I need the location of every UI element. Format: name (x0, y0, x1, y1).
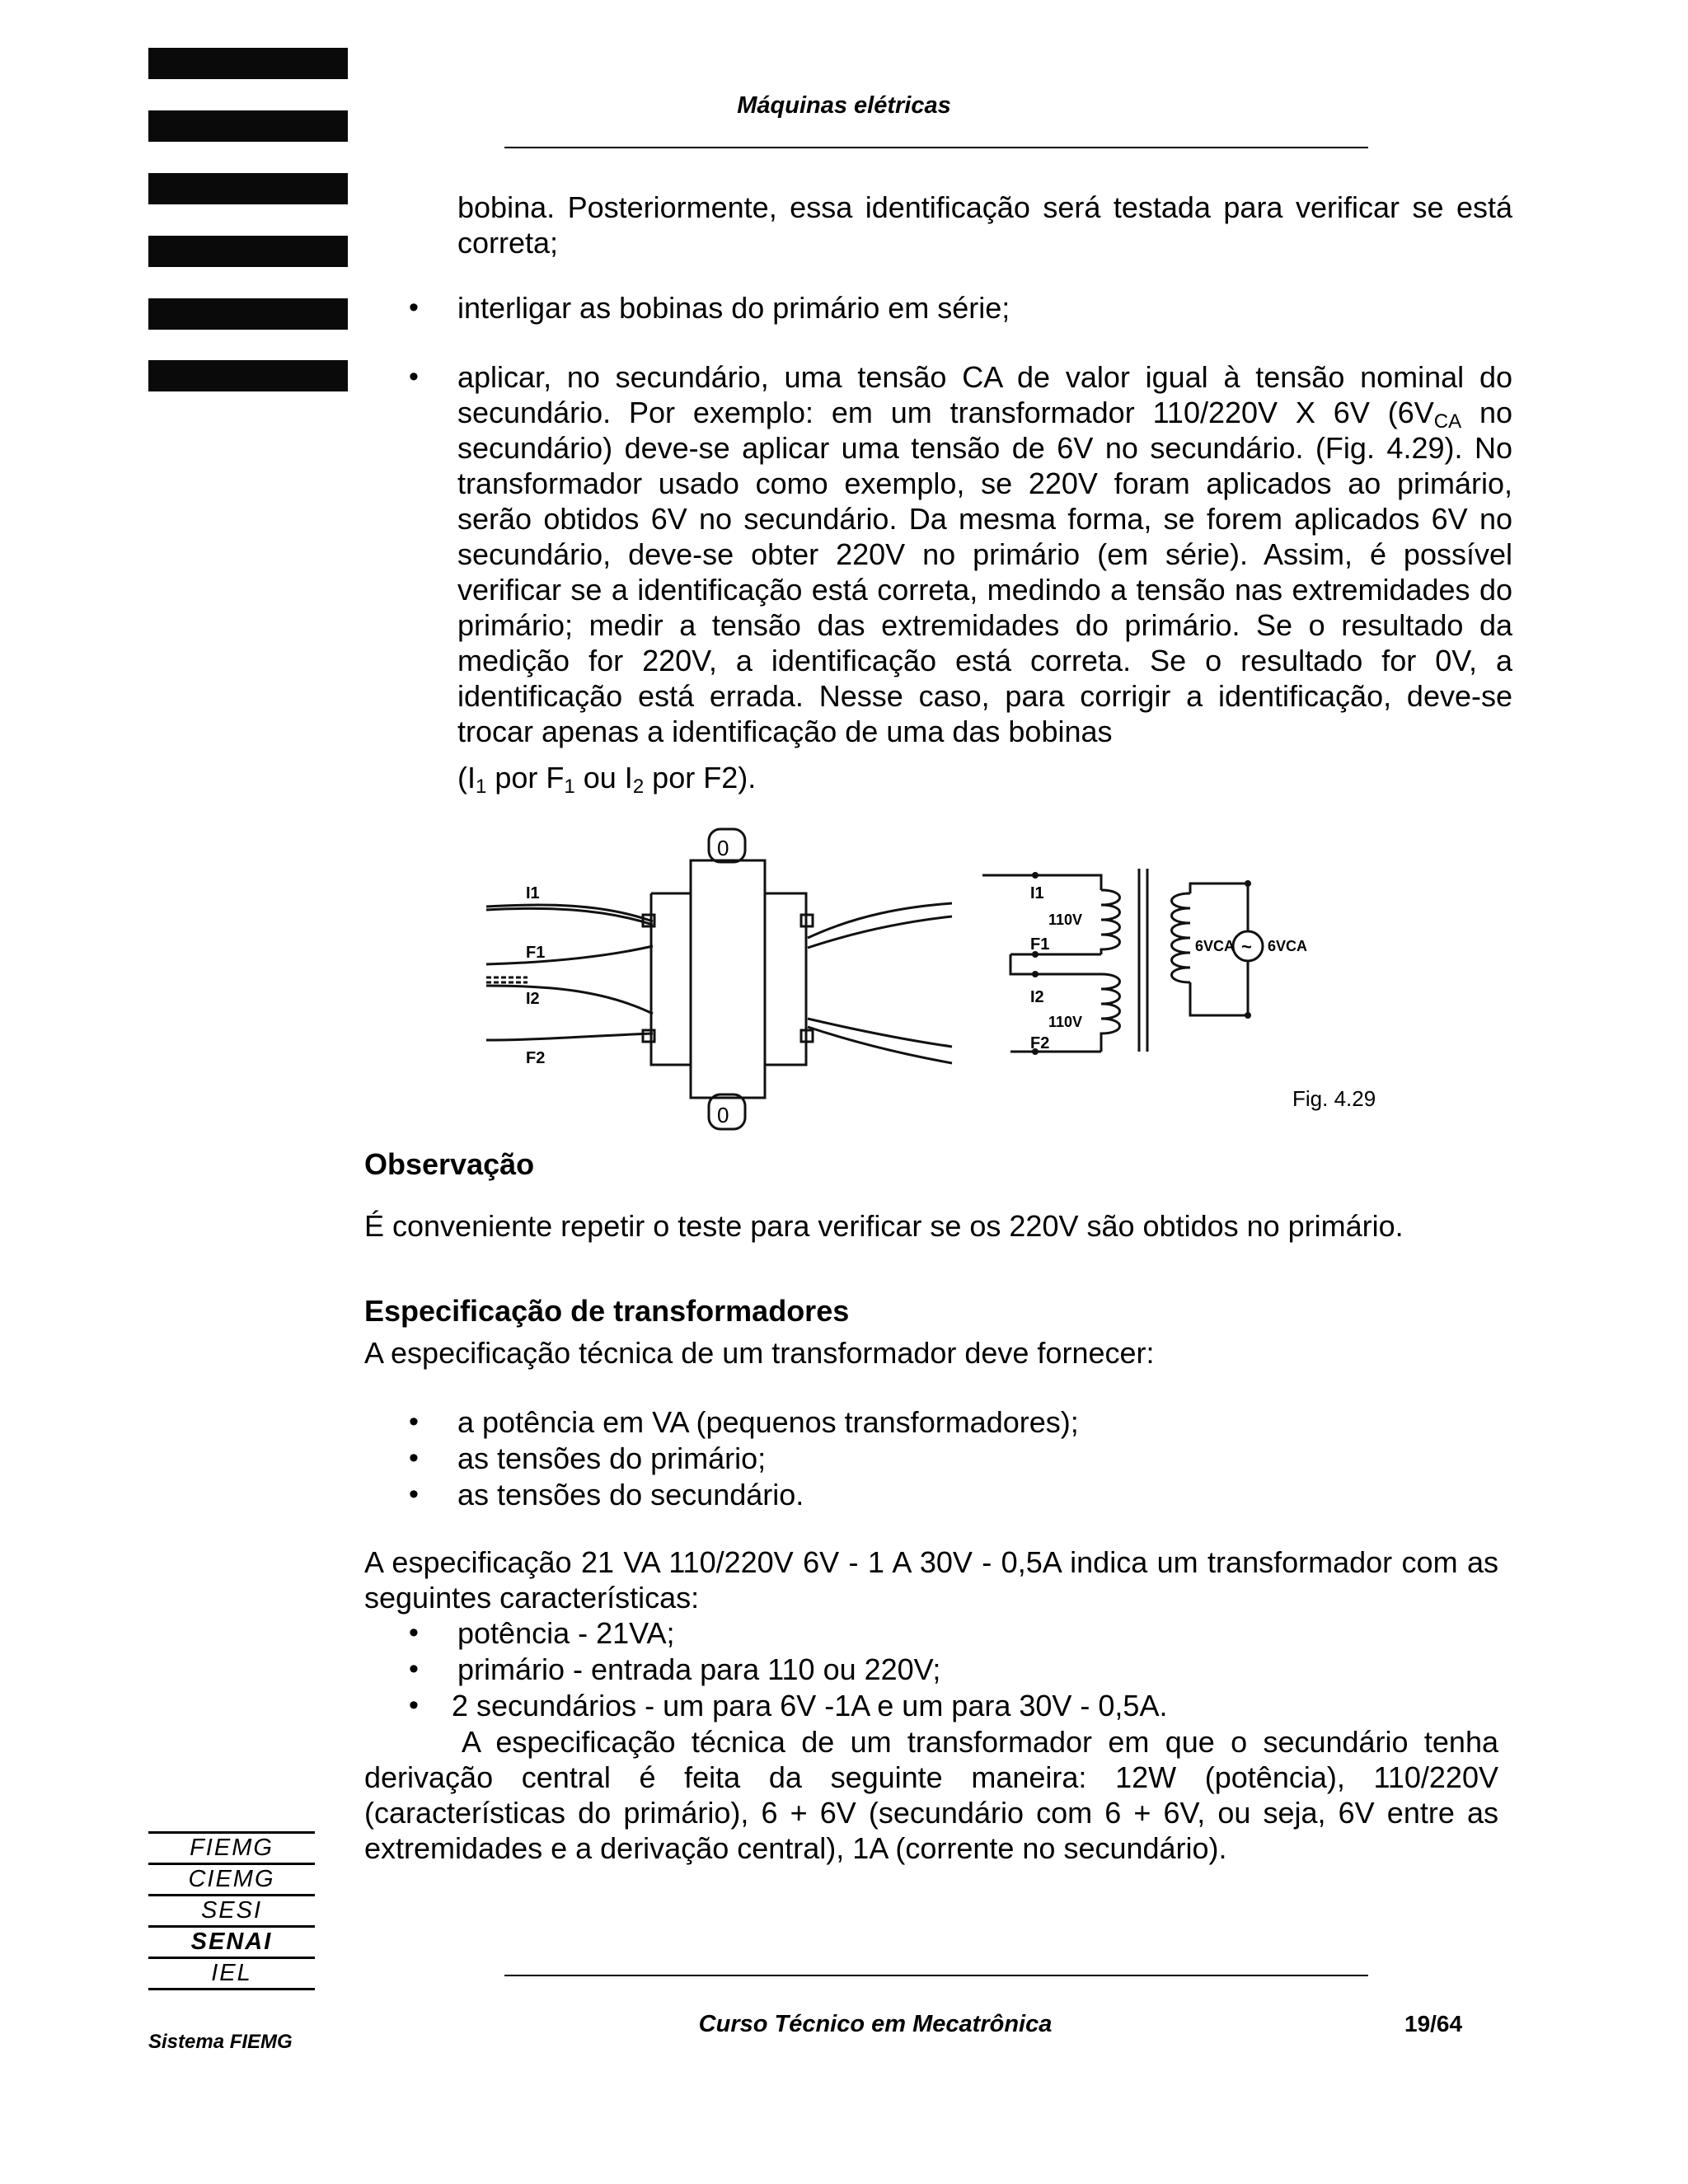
side-decor-bar-1 (148, 48, 348, 79)
logo-fiemg: FIEMG (190, 1835, 274, 1861)
mount-label-top: 0 (717, 836, 729, 860)
primary-wire-bridge (1010, 954, 1101, 974)
bullet-marker: • (409, 1690, 419, 1721)
logo-system-name: Sistema FIEMG (148, 2031, 293, 2053)
fiemg-logo (148, 1831, 315, 1990)
side-decor-bar-4 (148, 236, 348, 267)
schem-secondary-voltage: 6VCA (1195, 938, 1236, 954)
label-f2: F2 (526, 1049, 546, 1067)
list2-item: potência - 21VA; (457, 1616, 675, 1650)
label-i1: I1 (526, 884, 540, 902)
core-lines (1139, 869, 1147, 1052)
wire-f1 (486, 946, 653, 964)
logo-sesi: SESI (200, 1897, 263, 1924)
text-fragment: por F2). (644, 761, 757, 794)
primary-coil-bottom (1101, 974, 1120, 1052)
especificacao-final: A especificação técnica de um transformador em que o secundário tenha derivação central é feita da seguinte maneira: 12W (potência), 110/220V (características do primário), 6 + 6V (secundário com 6 + 6V, ou seja, 6V entre as extremidades e a derivação central), 1A (corrente no secundário). (364, 1725, 1498, 1865)
side-decor-bar-5 (148, 298, 348, 330)
schem-source-voltage: 6VCA (1268, 938, 1308, 954)
subscript: 2 (632, 776, 645, 798)
especificacao-example: A especificação 21 VA 110/220V 6V - 1 A 30V - 0,5A indica um transformador com as seguintes características: (364, 1545, 1498, 1615)
primary-coil-top (1101, 890, 1120, 954)
logo-iel: IEL (211, 1960, 252, 1986)
logo-ciemg: CIEMG (188, 1866, 275, 1892)
bullet-marker: • (409, 1653, 419, 1685)
bullet-marker: • (409, 361, 419, 392)
mount-label-bottom: 0 (717, 1103, 729, 1127)
bullet-aplicar-text-2: no secundário) deve-se aplicar uma tensão de 6V no secundário. (Fig. 4.29). No transformador usado como exemplo, se 220V foram aplicados ao primário, serão obtidos 6V no secundário. Da mesma forma, se forem aplicados 6V no secundário, deve-se obter 220V no primário (em série). Assim, é possível verificar se a identificação está correta, medindo a tensão nas extremidades do primário; medir a tensão das extremidades do primário. Se o resultado da medição for 220V, a identificação está correta. Se o resultado for 0V, a identificação está errada. Nesse caso, para corrigir a identificação, deve-se trocar apenas a identificação de uma das bobinas (457, 396, 1512, 748)
text-fragment: ou I (574, 761, 633, 794)
text-fragment: por F (486, 761, 565, 794)
observacao-text: É conveniente repetir o teste para verificar se os 220V são obtidos no primário. (364, 1209, 1404, 1243)
text-fragment: (I (457, 761, 476, 794)
side-decor-bar-3 (148, 173, 348, 204)
bullet-aplicar (457, 359, 1512, 749)
list1-item: a potência em VA (pequenos transformadores); (457, 1405, 1079, 1439)
side-decor-bar-6 (148, 360, 348, 391)
bullet-aplicar-last-line (457, 760, 1512, 798)
footer-rule (504, 1975, 1368, 1976)
header-rule (504, 147, 1368, 148)
subscript: 1 (476, 776, 487, 798)
bullet-marker: • (409, 1406, 419, 1437)
paragraph-continuation: bobina. Posteriormente, essa identificação será testada para verificar se está correta; (457, 190, 1512, 260)
subscript: 1 (564, 776, 575, 798)
label-i2: I2 (526, 990, 540, 1008)
schem-source-symbol: ~ (1241, 936, 1252, 957)
especificacao-intro: A especificação técnica de um transformador deve fornecer: (364, 1336, 1155, 1370)
schem-label-f2: F2 (1030, 1034, 1050, 1052)
especificacao-heading: Especificação de transformadores (364, 1294, 850, 1328)
bullet-marker: • (409, 1617, 419, 1648)
schem-label-f1: F1 (1030, 935, 1050, 954)
observacao-heading: Observação (364, 1147, 535, 1181)
bullet-aplicar-text-1: aplicar, no secundário, uma tensão CA de valor igual à tensão nominal do secundário. Por exemplo: em um transformador 110/220V X 6V (6V (457, 360, 1512, 429)
bullet-marker: • (409, 292, 419, 323)
logo-senai: SENAI (190, 1929, 273, 1955)
transformer-drawing (478, 824, 956, 1137)
figure-caption: Fig. 4.29 (1292, 1086, 1376, 1111)
transformer-schematic (978, 857, 1390, 1071)
subscript-ca: CA (1433, 410, 1462, 433)
footer-course: Curso Técnico em Mecatrônica (698, 2011, 1053, 2037)
list1-item: as tensões do secundário. (457, 1478, 804, 1511)
schem-voltage-bottom: 110V (1048, 1014, 1083, 1030)
schem-label-i1: I1 (1030, 884, 1044, 902)
secondary-wire-top (1190, 883, 1248, 931)
bullet-marker: • (409, 1442, 419, 1474)
secondary-wire-bottom (1190, 961, 1248, 1015)
list1-item: as tensões do primário; (457, 1441, 767, 1475)
schem-label-i2: I2 (1030, 988, 1044, 1006)
bullet-interligar: interligar as bobinas do primário em série; (457, 291, 1010, 325)
wire-f2 (486, 1033, 653, 1040)
footer-page-number: 19/64 (1404, 2011, 1463, 2036)
label-f1: F1 (526, 944, 546, 962)
secondary-coil (1172, 893, 1191, 982)
schem-voltage-top: 110V (1048, 912, 1083, 928)
logo-rule (148, 1988, 315, 1990)
list2-item: primário - entrada para 110 ou 220V; (457, 1652, 941, 1686)
frame-left (651, 893, 691, 1065)
header-title: Máquinas elétricas (737, 92, 951, 119)
bullet-marker: • (409, 1479, 419, 1510)
list2-item: 2 secundários - um para 6V -1A e um para 30V - 0,5A. (452, 1689, 1168, 1722)
wire-i2 (486, 986, 653, 1014)
transformer-core (691, 860, 765, 1098)
